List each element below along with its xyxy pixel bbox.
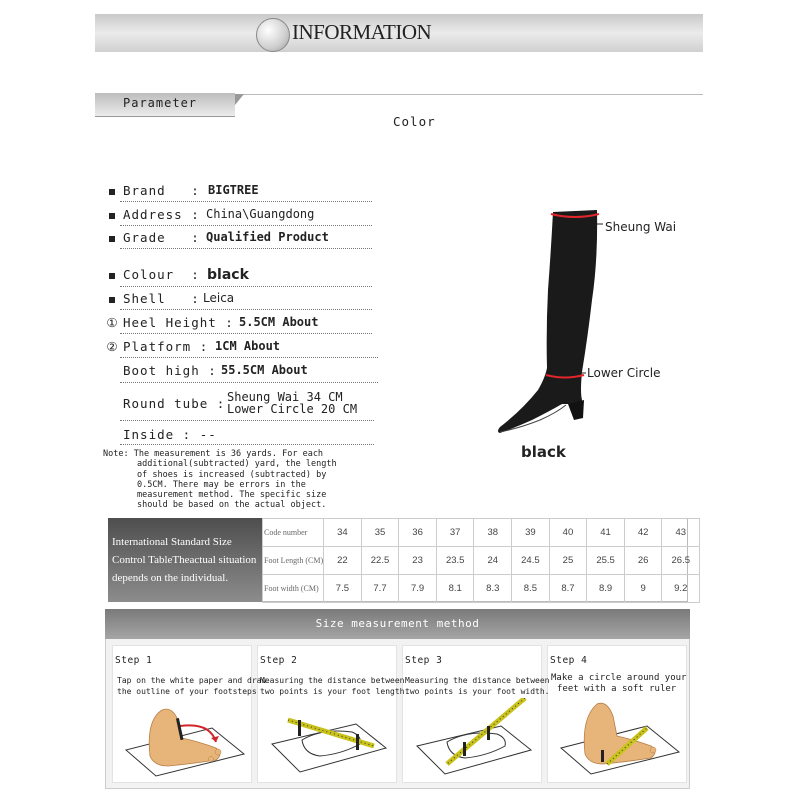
- step-heading: Step 1: [115, 655, 153, 666]
- step-text: [117, 675, 266, 697]
- tab-fold-icon: [235, 94, 244, 105]
- spec-key: Address :: [123, 207, 200, 222]
- spec-value-top: Sheung Wai 34 CM: [227, 390, 343, 404]
- step-text-line: Make a circle around your: [551, 673, 687, 683]
- spec-key: Colour :: [123, 267, 200, 282]
- dotted-divider: [120, 248, 372, 249]
- callout-lower-circle: Lower Circle: [587, 366, 661, 380]
- size-cell: 34: [324, 519, 362, 547]
- size-cell: 8.7: [549, 575, 587, 603]
- note-line: measurement method. The specific size: [137, 490, 327, 501]
- over-knee-boot-image: [480, 200, 680, 440]
- size-cell: 9.2: [662, 575, 700, 603]
- step-heading: Step 4: [550, 655, 588, 666]
- caption-line: International Standard Size: [112, 536, 232, 548]
- step-text-line: Tap on the white paper and draw: [117, 676, 267, 685]
- bullet-icon: [105, 207, 119, 222]
- bullet-icon: [105, 267, 119, 282]
- size-cell: 40: [549, 519, 587, 547]
- size-cell: 24: [474, 547, 512, 575]
- foot-length-ruler-icon: [262, 698, 392, 778]
- step-text: [260, 675, 409, 697]
- foot-width-ruler-icon: [407, 698, 537, 778]
- bullet-icon: [105, 183, 119, 198]
- measurement-method-title: Size measurement method: [315, 617, 480, 630]
- size-cell: 8.9: [587, 575, 625, 603]
- measurement-note: [103, 449, 363, 511]
- foot-outline-icon: [120, 698, 248, 778]
- size-row-label: Code number: [263, 519, 324, 547]
- size-cell: 43: [662, 519, 700, 547]
- dotted-divider: [120, 286, 372, 287]
- size-cell: 26.5: [662, 547, 700, 575]
- size-cell: 8.5: [512, 575, 550, 603]
- size-table-row: [263, 575, 700, 603]
- size-cell: 22.5: [361, 547, 399, 575]
- circled-one-icon: ①: [106, 315, 118, 330]
- dotted-divider: [120, 201, 372, 202]
- size-row-label: Foot width (CM): [263, 575, 324, 603]
- bullet-icon: [105, 230, 119, 245]
- boot-shaft-icon: [498, 210, 597, 433]
- step-text: [405, 675, 550, 697]
- dotted-divider: [120, 225, 372, 226]
- spec-key: Heel Height :: [123, 315, 234, 330]
- size-cell: 42: [624, 519, 662, 547]
- size-cell: 7.9: [399, 575, 437, 603]
- size-table-row: [263, 519, 700, 547]
- spec-value-bottom: Lower Circle 20 CM: [227, 402, 358, 416]
- step-text-line: two points is your foot width.: [405, 687, 550, 696]
- size-row-label: Foot Length (CM): [263, 547, 324, 575]
- dotted-divider: [120, 444, 374, 445]
- foot-soft-ruler-icon: [555, 696, 683, 778]
- size-cell: 25: [549, 547, 587, 575]
- step-heading: Step 3: [405, 655, 443, 666]
- size-table-row: [263, 547, 700, 575]
- size-cell: 35: [361, 519, 399, 547]
- size-cell: 26: [624, 547, 662, 575]
- size-cell: 38: [474, 519, 512, 547]
- spec-key: Round tube :: [123, 396, 226, 411]
- dotted-divider: [120, 357, 378, 358]
- step-text: [551, 673, 686, 695]
- step-text-line: feet with a soft ruler: [557, 684, 677, 694]
- step-heading: Step 2: [260, 655, 298, 666]
- parameter-divider: [235, 94, 703, 95]
- step-text-line: two points is your foot length.: [260, 687, 410, 696]
- spec-value: 55.5CM About: [221, 363, 308, 377]
- parameter-label: Parameter: [123, 96, 198, 110]
- size-cell: 9: [624, 575, 662, 603]
- size-cell: 7.7: [361, 575, 399, 603]
- note-line: additional(subtracted) yard, the length: [137, 459, 337, 470]
- dotted-divider: [120, 420, 374, 421]
- size-cell: 23: [399, 547, 437, 575]
- size-cell: 37: [436, 519, 474, 547]
- spec-value: 5.5CM About: [239, 315, 319, 329]
- step-text-line: the outline of your footsteps: [117, 687, 257, 696]
- color-heading: Color: [393, 114, 436, 129]
- size-cell: 36: [399, 519, 437, 547]
- spec-value: Qualified Product: [206, 230, 329, 244]
- dotted-divider: [120, 309, 372, 310]
- bullet-icon: [105, 291, 119, 306]
- callout-sheung-wai: Sheung Wai: [605, 220, 677, 234]
- page-title: INFORMATION: [292, 20, 432, 44]
- dotted-divider: [120, 333, 372, 334]
- dotted-divider: [120, 382, 378, 383]
- size-cell: 24.5: [512, 547, 550, 575]
- spec-value: China\Guangdong: [206, 207, 315, 221]
- spec-value: BIGTREE: [208, 183, 259, 197]
- circled-two-icon: ②: [106, 339, 118, 354]
- size-cell: 7.5: [324, 575, 362, 603]
- caption-line: depends on the individual.: [112, 572, 229, 584]
- size-table-caption: [112, 533, 262, 587]
- note-line: 0.5CM. There may be errors in the: [137, 479, 306, 490]
- spec-key: Grade :: [123, 230, 200, 245]
- step-text-line: Measuring the distance between: [405, 676, 550, 685]
- note-line: of shoes is increased (subtracted) by: [137, 469, 327, 480]
- size-table: [262, 518, 700, 603]
- size-cell: 8.3: [474, 575, 512, 603]
- boot-color-label: black: [521, 443, 566, 461]
- spec-key: Brand :: [123, 183, 200, 198]
- caption-line: Control TableTheactual situation: [112, 554, 257, 566]
- note-line: Note: The measurement is 36 yards. For each: [103, 449, 324, 459]
- spec-key: Boot high :: [123, 363, 217, 378]
- spec-key: Shell :: [123, 291, 200, 306]
- step-text-line: Measuring the distance between: [260, 676, 405, 685]
- spec-value: 1CM About: [215, 339, 281, 353]
- size-cell: 8.1: [436, 575, 474, 603]
- size-cell: 25.5: [587, 547, 625, 575]
- header-circle-icon: [256, 18, 290, 52]
- note-line: should be based on the actual object.: [137, 500, 327, 511]
- spec-value: black: [207, 267, 249, 283]
- size-cell: 41: [587, 519, 625, 547]
- spec-key: Inside : --: [123, 427, 217, 442]
- spec-key: Platform :: [123, 339, 209, 354]
- spec-value: Leica: [203, 291, 235, 305]
- size-cell: 23.5: [436, 547, 474, 575]
- size-cell: 39: [512, 519, 550, 547]
- size-cell: 22: [324, 547, 362, 575]
